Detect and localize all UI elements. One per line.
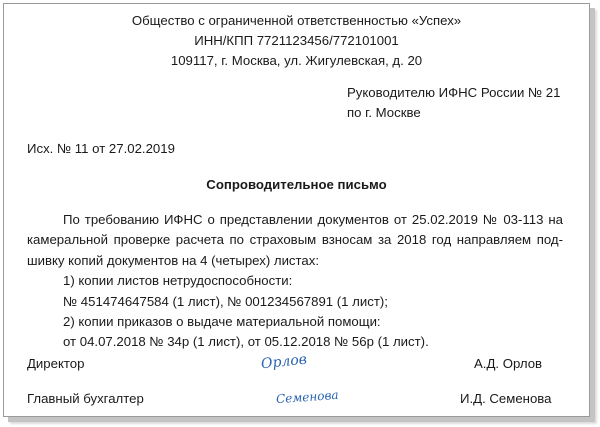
- letter-body: [27, 210, 563, 353]
- director-name: А.Д. Орлов: [474, 356, 543, 371]
- accountant-title: Главный бухгалтер: [27, 391, 144, 406]
- outgoing-reference: Исх. № 11 от 27.02.2019: [27, 141, 175, 156]
- director-signature: Орлов: [260, 351, 308, 373]
- sender-company-name: Общество с ограниченной ответственностью «Успех»: [131, 13, 462, 28]
- body-paragraph-line-1: По требованию ИФНС о представлении документов от 25.02.2019 № 03-113 на: [63, 212, 563, 227]
- list-item-2-title: 2) копии приказов о выдаче материальной помощи:: [63, 314, 381, 330]
- accountant-name: И.Д. Семенова: [460, 391, 552, 406]
- letter-title: Сопроводительное письмо: [206, 177, 387, 192]
- sender-inn-kpp: ИНН/КПП 7721123456/772101001: [194, 33, 399, 48]
- accountant-signature: Семенова: [275, 387, 340, 407]
- body-paragraph-line-2: камеральной проверке расчета по страховым взносам за 2018 год направляем под-: [27, 232, 563, 248]
- recipient-line-2: по г. Москве: [347, 105, 421, 120]
- list-item-1-detail: № 451474647584 (1 лист), № 001234567891 (1 лист);: [63, 293, 388, 309]
- sender-address: 109117, г. Москва, ул. Жигулевская, д. 20: [170, 53, 423, 68]
- recipient-line-1: Руководителю ИФНС России № 21: [347, 85, 561, 100]
- letter-page: [3, 3, 590, 417]
- list-item-1-title: 1) копии листов нетрудоспособности:: [63, 273, 293, 289]
- body-paragraph-line-3: шивку копий документов на 4 (четырех) листах:: [27, 252, 320, 268]
- director-title: Директор: [27, 356, 85, 371]
- list-item-2-detail: от 04.07.2018 № 34р (1 лист), от 05.12.2018 № 56р (1 лист).: [63, 334, 429, 350]
